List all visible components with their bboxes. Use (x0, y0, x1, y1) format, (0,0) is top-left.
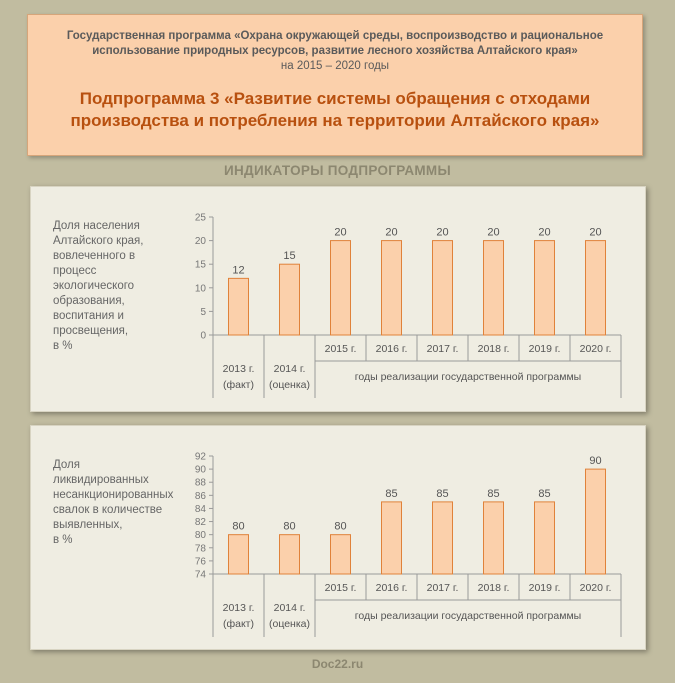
data-label: 85 (436, 487, 449, 500)
x-category-label: 2013 г. (222, 363, 255, 375)
y-tick-label: 84 (194, 503, 206, 515)
x-group-label: годы реализации государственной программы (354, 371, 582, 383)
data-label: 80 (232, 520, 245, 533)
data-label: 20 (385, 226, 398, 239)
bar (535, 502, 555, 574)
indicator-label-line: выявленных, (53, 519, 123, 531)
x-category-label: 2015 г. (324, 343, 357, 355)
x-category-sublabel: (факт) (223, 379, 254, 391)
bar (586, 241, 606, 335)
indicator-label-line: свалок в количестве (53, 504, 163, 516)
x-category-sublabel: (факт) (223, 618, 254, 630)
y-tick-label: 25 (194, 212, 206, 224)
x-category-sublabel: (оценка) (268, 618, 311, 630)
x-category-label: 2014 г. (273, 602, 306, 614)
bar (433, 241, 453, 335)
x-category-label: 2016 г. (375, 343, 408, 355)
bar (229, 278, 249, 335)
indicator-label-line: просвещения, (53, 325, 129, 337)
indicator-label-line: процесс (53, 265, 97, 277)
indicator-label-line: в % (53, 534, 73, 546)
y-tick-label: 10 (194, 283, 206, 295)
x-category-sublabel: (оценка) (268, 379, 311, 391)
x-category-label: 2019 г. (528, 582, 561, 594)
x-category-label: 2016 г. (375, 582, 408, 594)
bar (280, 535, 300, 574)
bar-chart-1 (31, 187, 645, 411)
indicator-label-line: воспитания и (53, 310, 124, 322)
indicator-label-line: экологического (53, 280, 135, 292)
indicator-label-line: Алтайского края, (53, 235, 144, 247)
data-label: 20 (487, 226, 500, 239)
y-tick-label: 74 (194, 569, 206, 581)
y-tick-label: 20 (194, 236, 206, 248)
x-category-label: 2020 г. (579, 582, 612, 594)
data-label: 85 (538, 487, 551, 500)
bar (382, 502, 402, 574)
bar (331, 535, 351, 574)
subprogram-title-line-1: Подпрограмма 3 «Развитие системы обращения с отходами (79, 89, 591, 108)
program-years: на 2015 – 2020 годы (280, 60, 390, 72)
indicator-label-line: Доля населения (53, 220, 140, 232)
y-tick-label: 15 (194, 259, 206, 271)
program-title-line-1: Государственная программа «Охрана окружающей среды, воспроизводство и рациональное (66, 30, 604, 42)
subprogram-title-line-2: производства и потребления на территории Алтайского края» (70, 111, 600, 130)
y-tick-label: 80 (194, 530, 206, 542)
data-label: 80 (334, 520, 347, 533)
x-group-label: годы реализации государственной программы (354, 610, 582, 622)
y-tick-label: 76 (194, 556, 206, 568)
bar (484, 502, 504, 574)
y-tick-label: 5 (200, 306, 206, 318)
subprogram-title (28, 88, 642, 132)
bar (331, 241, 351, 335)
footer-watermark: Doc22.ru (311, 657, 364, 671)
program-header (27, 14, 643, 156)
indicator-label-line: в % (53, 340, 73, 352)
bar-chart-2 (31, 426, 645, 649)
y-tick-label: 0 (200, 330, 206, 342)
bar (433, 502, 453, 574)
y-tick-label: 92 (194, 451, 206, 463)
data-label: 20 (589, 226, 602, 239)
indicator-label-line: образования, (53, 295, 125, 307)
x-category-label: 2019 г. (528, 343, 561, 355)
program-title-line-2: использование природных ресурсов, развитие лесного хозяйства Алтайского края» (92, 45, 578, 57)
y-tick-label: 86 (194, 490, 206, 502)
x-category-label: 2017 г. (426, 343, 459, 355)
bar (382, 241, 402, 335)
x-category-label: 2014 г. (273, 363, 306, 375)
data-label: 80 (283, 520, 296, 533)
data-label: 85 (487, 487, 500, 500)
data-label: 20 (334, 226, 347, 239)
bar (586, 469, 606, 574)
data-label: 20 (538, 226, 551, 239)
bar (484, 241, 504, 335)
y-tick-label: 78 (194, 543, 206, 555)
data-label: 20 (436, 226, 449, 239)
y-tick-label: 90 (194, 464, 206, 476)
y-tick-label: 88 (194, 477, 206, 489)
y-tick-label: 82 (194, 517, 206, 529)
data-label: 12 (232, 264, 245, 277)
x-category-label: 2018 г. (477, 582, 510, 594)
indicator-label-line: Доля (53, 459, 80, 471)
indicator-label-line: несанкционированных (53, 489, 174, 501)
section-title: ИНДИКАТОРЫ ПОДПРОГРАММЫ (224, 163, 451, 178)
x-category-label: 2020 г. (579, 343, 612, 355)
data-label: 15 (283, 250, 296, 263)
indicator-label-line: ликвидированных (53, 474, 149, 486)
indicator-label-line: вовлеченного в (53, 250, 136, 262)
x-category-label: 2018 г. (477, 343, 510, 355)
bar (229, 535, 249, 574)
indicator-panel-2 (30, 425, 646, 650)
indicator-panel-1 (30, 186, 646, 412)
x-category-label: 2015 г. (324, 582, 357, 594)
data-label: 90 (589, 455, 602, 468)
x-category-label: 2013 г. (222, 602, 255, 614)
x-category-label: 2017 г. (426, 582, 459, 594)
data-label: 85 (385, 487, 398, 500)
bar (535, 241, 555, 335)
bar (280, 264, 300, 335)
